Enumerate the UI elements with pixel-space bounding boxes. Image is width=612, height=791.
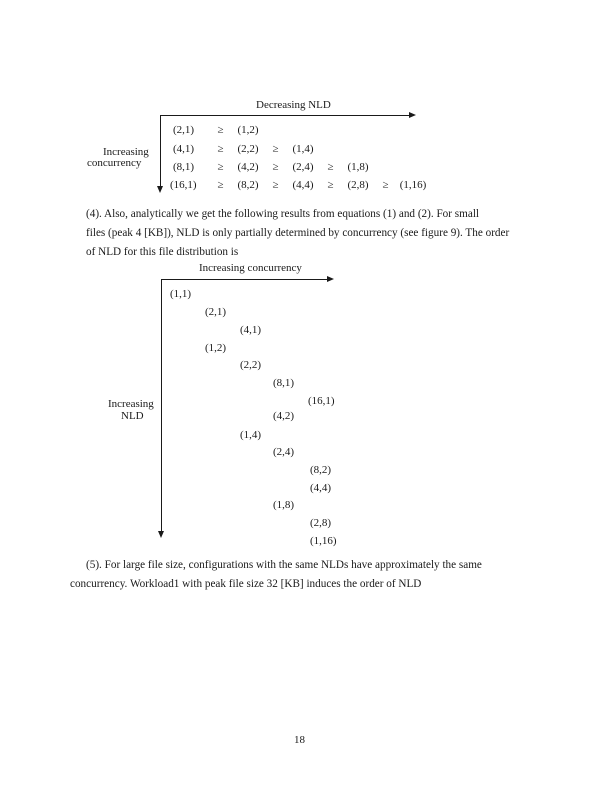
figure2-x-axis [161, 279, 328, 280]
paragraph-4 [86, 205, 526, 262]
figure1-row: (8,1) ≥ (4,2) ≥ (2,4) ≥ (1,8) [173, 161, 369, 173]
figure2-y-arrow-icon [158, 531, 164, 538]
figure2-point: (2,1) [205, 306, 227, 318]
figure2-point: (8,1) [273, 377, 295, 389]
paragraph-5 [70, 556, 526, 594]
figure1-y-label-2: concurrency [87, 157, 142, 169]
figure1-row: (16,1) ≥ (8,2) ≥ (4,4) ≥ (2,8) ≥ (1,16) [170, 179, 427, 191]
paragraph-4-line: (4). Also, analytically we get the following results from equations (1) and (2). For small [86, 208, 480, 220]
figure1-x-arrow-icon [409, 112, 416, 118]
figure2-point: (2,8) [310, 517, 332, 529]
figure2-point: (1,4) [240, 429, 262, 441]
figure2-y-axis [161, 279, 162, 532]
figure1-row: (4,1) ≥ (2,2) ≥ (1,4) [173, 143, 314, 155]
figure2-point: (4,2) [273, 410, 295, 422]
figure2-x-label: Increasing concurrency [199, 262, 302, 274]
figure2-point: (1,2) [205, 342, 227, 354]
figure2-y-label-1: Increasing [108, 398, 154, 410]
figure2-point: (4,4) [310, 482, 332, 494]
figure2-point: (1,16) [310, 535, 337, 547]
paragraph-5-line: concurrency. Workload1 with peak file size 32 [KB] induces the order of NLD [70, 578, 422, 590]
figure1-y-arrow-icon [157, 186, 163, 193]
paragraph-4-line: of NLD for this file distribution is [86, 246, 239, 258]
figure1-x-axis [160, 115, 410, 116]
figure2-point: (1,1) [170, 288, 192, 300]
paragraph-5-line: (5). For large file size, configurations with the same NLDs have approximately the same [86, 559, 482, 571]
figure2-point: (8,2) [310, 464, 332, 476]
page-number: 18 [294, 734, 305, 746]
figure1-y-axis [160, 115, 161, 187]
figure2-x-arrow-icon [327, 276, 334, 282]
figure1-y-label-1: Increasing [103, 146, 149, 158]
figure2-point: (1,8) [273, 499, 295, 511]
figure2-point: (16,1) [308, 395, 335, 407]
figure2-y-label-2: NLD [121, 410, 144, 422]
figure1-x-label: Decreasing NLD [256, 99, 331, 111]
figure2-point: (4,1) [240, 324, 262, 336]
figure2-point: (2,2) [240, 359, 262, 371]
figure1-row: (2,1) ≥ (1,2) [173, 124, 259, 136]
figure2-point: (2,4) [273, 446, 295, 458]
paragraph-4-line: files (peak 4 [KB]), NLD is only partially determined by concurrency (see figure 9). The order [86, 227, 510, 239]
